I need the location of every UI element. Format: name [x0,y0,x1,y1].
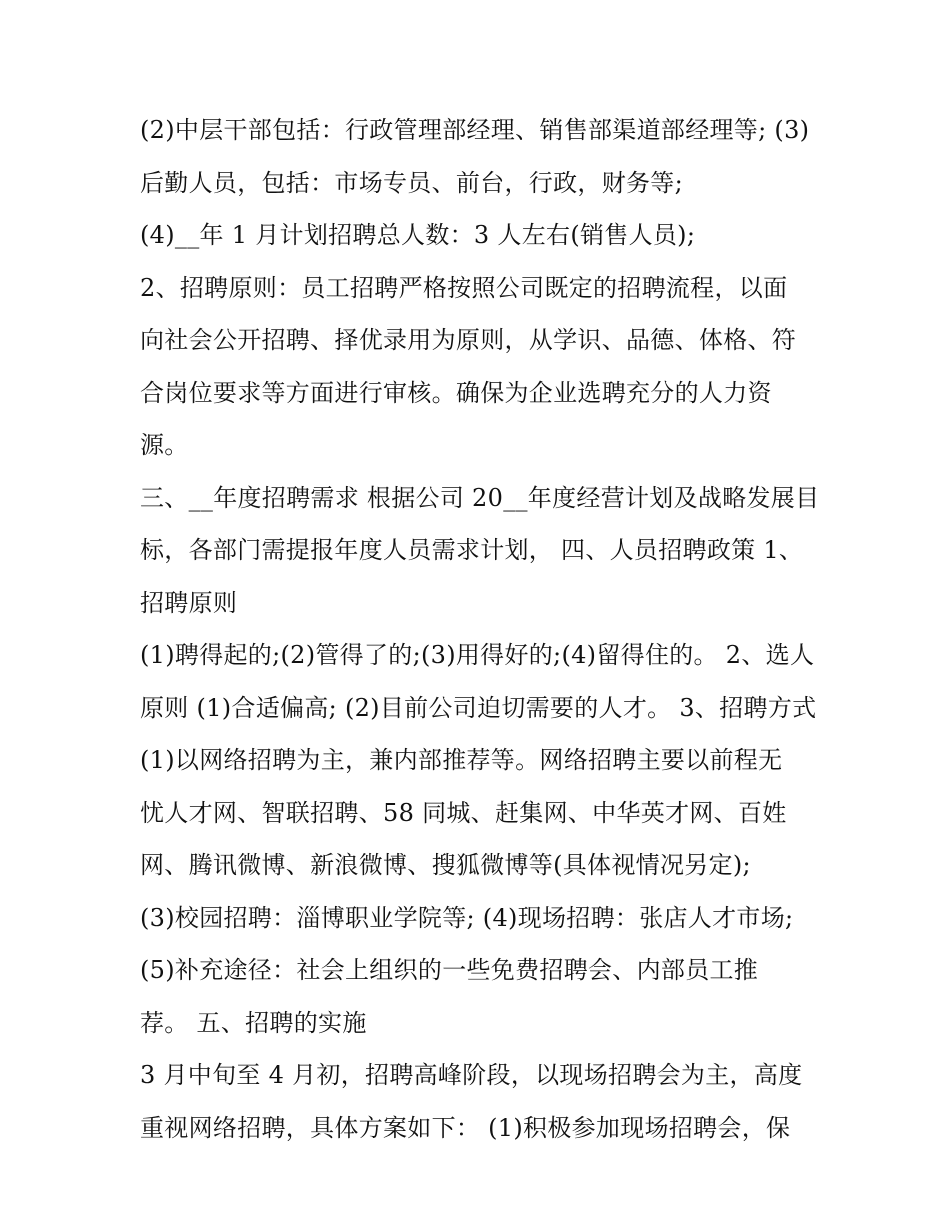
text-line: 重视网络招聘，具体方案如下： (1)积极参加现场招聘会，保 [140,1113,791,1142]
text-line: (2)中层干部包括：行政管理部经理、销售部渠道部经理等; (3) [140,116,810,144]
text-line: 标，各部门需提报年度人员需求计划， 四、人员招聘政策 1、 [140,536,804,564]
text-line: 后勤人员，包括：市场专员、前台，行政，财务等; [140,168,683,197]
text-line: 网、腾讯微博、新浪微博、搜狐微博等(具体视情况另定); [140,851,751,879]
text-line: 源。 [140,431,189,459]
text-line: (3)校园招聘：淄博职业学院等; (4)现场招聘：张店人才市场; [140,903,794,932]
text-line: (4)__年 1 月计划招聘总人数：3 人左右(销售人员); [140,221,696,249]
text-line: 3 月中旬至 4 月初，招聘高峰阶段，以现场招聘会为主，高度 [140,1061,803,1089]
text-line: 荐。 五、招聘的实施 [140,1008,367,1037]
text-line: 向社会公开招聘、择优录用为原则，从学识、品德、体格、符 [140,326,797,354]
text-line: (5)补充途径：社会上组织的一些免费招聘会、内部员工推 [140,956,759,984]
text-line: (1)聘得起的;(2)管得了的;(3)用得好的;(4)留得住的。 2、选人 [140,641,815,669]
text-line: 招聘原则 [140,588,238,617]
text-line: 合岗位要求等方面进行审核。确保为企业选聘充分的人力资 [140,378,772,407]
text-line: 三、__年度招聘需求 根据公司 20__年度经营计划及战略发展目 [140,483,820,512]
text-line: 2、招聘原则：员工招聘严格按照公司既定的招聘流程，以面 [140,273,788,302]
text-line: 忧人才网、智联招聘、58 同城、赶集网、中华英才网、百姓 [140,798,787,827]
text-line: 原则 (1)合适偏高; (2)目前公司迫切需要的人才。 3、招聘方式 [140,693,817,722]
text-line: (1)以网络招聘为主，兼内部推荐等。网络招聘主要以前程无 [140,746,783,774]
document-body [140,104,830,1154]
